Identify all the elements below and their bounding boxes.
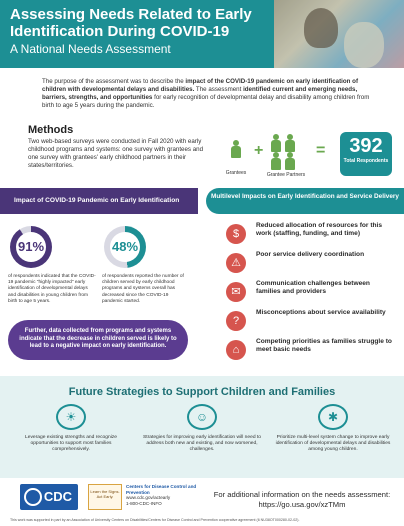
header-photo	[274, 0, 404, 68]
more-info	[202, 490, 402, 509]
chat-icon: ✉	[226, 282, 246, 302]
partner-person-icon	[284, 152, 296, 170]
header-banner	[0, 0, 404, 68]
family-icon: ⌂	[226, 340, 246, 360]
intro-text-2: The assessment	[194, 86, 244, 93]
multilevel-item-label: Poor service delivery coordination	[256, 251, 365, 258]
network-icon-glyph: ✱	[327, 410, 339, 424]
stat-91-value: 91%	[16, 232, 46, 262]
page-subtitle: A National Needs Assessment	[10, 42, 171, 56]
photo-figure-child	[344, 22, 384, 68]
total-respondents-badge	[340, 132, 392, 176]
strategy-text: Leverage existing strengths and recognize opportunities to support most families comprehensively.	[25, 435, 117, 453]
question-icon: ?	[226, 311, 246, 331]
more-info-link[interactable]: https://go.usa.gov/xzTMm	[258, 499, 346, 509]
photo-figure-adult	[304, 8, 338, 48]
page-title: Assessing Needs Related to Early Identification During COVID-19	[10, 6, 252, 40]
footer	[0, 478, 404, 526]
cdc-phone: 1-800-CDC-INFO	[126, 500, 162, 506]
learn-the-signs-logo: Learn the Signs. Act Early.	[88, 484, 122, 510]
grantee-person-icon	[230, 140, 242, 158]
partner-person-icon	[270, 134, 282, 152]
people-icon	[187, 404, 217, 430]
methods-section	[28, 124, 208, 170]
people-icon-glyph: ☺	[195, 410, 209, 424]
hhs-eagle-icon	[24, 488, 42, 506]
strategy-text: Strategies for improving early identification will need to address both new and existing, and now worsened, challenges.	[143, 435, 261, 453]
stat-91-ring	[10, 226, 52, 268]
multilevel-item	[226, 251, 396, 277]
intro-text-3: for early recognition of developmental delay and disability among children from birth to age 5 years during the pandemic.	[42, 94, 370, 109]
further-callout: Further, data collected from programs and systems indicate that the decrease in children served is likely to lead to a negative impact on early identification.	[8, 320, 188, 360]
dollar-icon: $	[226, 224, 246, 244]
grantees-label: Grantees	[225, 170, 247, 176]
network-icon	[318, 404, 348, 430]
multilevel-item-label: Competing priorities as families struggle to meet basic needs	[256, 338, 392, 353]
multilevel-item	[226, 338, 396, 364]
stat-48-value: 48%	[110, 232, 140, 262]
multilevel-item-label: Communication challenges between families and providers	[256, 280, 370, 295]
partner-person-icon	[270, 152, 282, 170]
stat-48-ring	[104, 226, 146, 268]
methods-text: Two web-based surveys were conducted in Fall 2020 with early childhood programs and systems: one survey with grantees and one survey with grantees' early childhood partners in their states/territories.	[28, 138, 204, 169]
cdc-logo-text: CDC	[43, 489, 72, 504]
delivery-icon: ⚠	[226, 253, 246, 273]
strategy-item	[274, 404, 392, 454]
equals-icon: =	[316, 142, 326, 159]
partner-person-icon	[284, 134, 296, 152]
strategies-section	[0, 376, 404, 478]
strategy-item	[143, 404, 261, 454]
lightbulb-icon-glyph: ☀	[65, 410, 77, 424]
multilevel-item	[226, 309, 396, 335]
multilevel-item	[226, 222, 396, 248]
respondents-graphic	[212, 132, 402, 184]
cdc-url-link[interactable]: www.cdc.gov/actearly	[126, 495, 171, 501]
multilevel-item-label: Reduced allocation of resources for this work (staffing, funding, and time)	[256, 222, 383, 237]
more-info-text: For additional information on the needs assessment:	[213, 490, 391, 499]
intro-bold-1: impact of the COVID-19 pandemic on early identification of children with developmental delays and disabilities.	[42, 78, 359, 93]
strategy-item	[12, 404, 130, 454]
partners-label: Grantee Partners	[266, 172, 306, 178]
methods-heading: Methods	[28, 124, 74, 136]
intro-paragraph	[42, 78, 372, 110]
lightbulb-icon	[56, 404, 86, 430]
total-respondents-number: 392	[349, 135, 383, 157]
plus-icon: +	[254, 142, 264, 159]
multilevel-item	[226, 280, 396, 306]
funding-fine-print: This work was supported in part by an Association of University Centers on Disabilities/Centers for Disease Control and Prevention cooperative agreement (6 NU38OT000280-02-02).	[10, 518, 300, 522]
stat-91-description: of respondents indicated that the COVID-19 pandemic "highly impacted" early identification of developmental delays and disabilities in young children from birth to age 5 years.	[8, 274, 96, 304]
intro-text-1: The purpose of the assessment was to describe the	[42, 78, 186, 85]
stat-48-description: of respondents reported the number of children served by early childhood programs and systems overall has decreased since the COVID-19 pandemic started.	[102, 274, 184, 304]
cdc-contact-block	[126, 484, 200, 506]
strategies-heading: Future Strategies to Support Children and Families	[68, 386, 336, 398]
cdc-name: Centers for Disease Control and Prevention	[126, 484, 197, 495]
impact-heading: Impact of COVID-19 Pandemic on Early Identification	[0, 188, 198, 214]
cdc-logo	[20, 484, 78, 510]
intro-bold-2: identified current and emerging needs, barriers, strengths, and opportunities	[42, 86, 358, 101]
multilevel-item-label: Misconceptions about service availability	[256, 309, 386, 316]
total-respondents-label: Total Respondents	[343, 158, 389, 164]
multilevel-heading: Multilevel Impacts on Early Identification and Service Delivery	[206, 188, 404, 214]
strategy-text: Prioritize multi-level system change to improve early identification of developmental delays and disabilities among young children.	[275, 435, 391, 453]
